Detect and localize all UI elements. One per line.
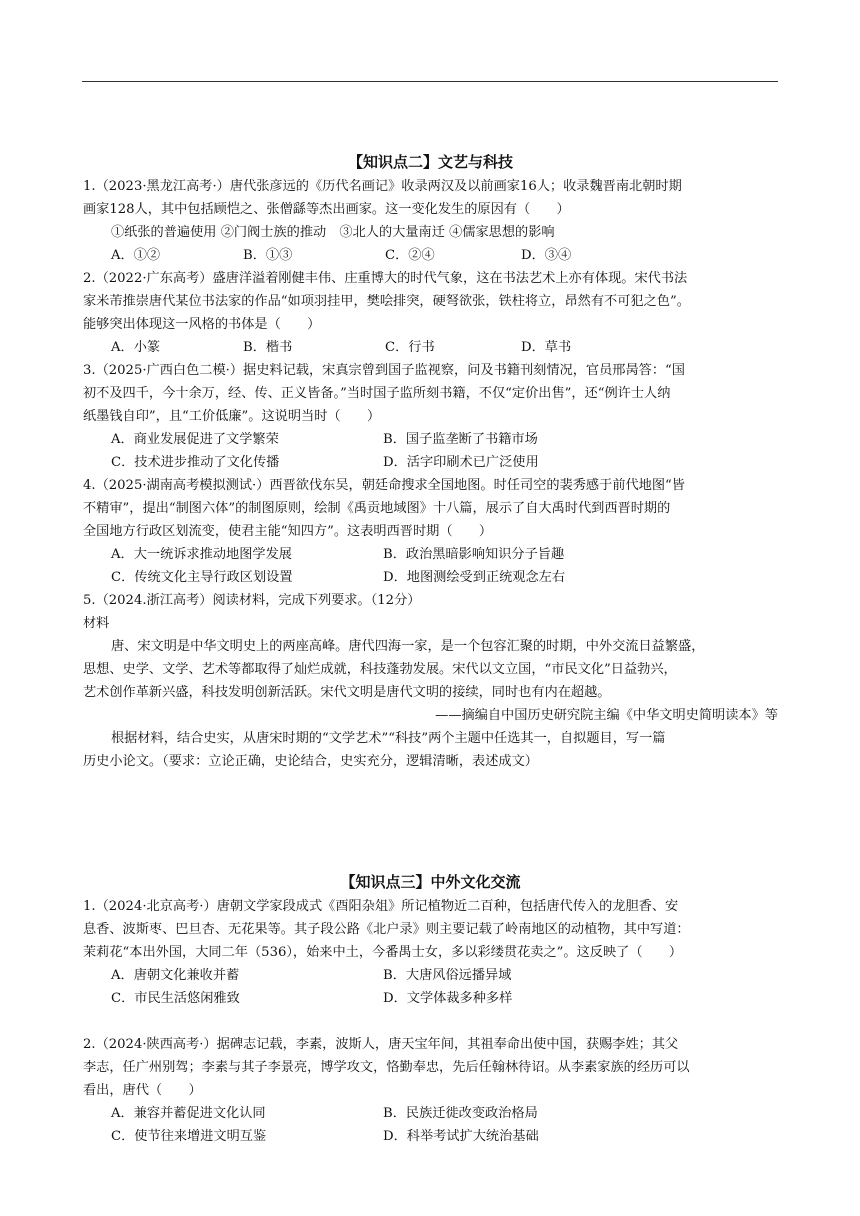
question-line: 能够突出体现这一风格的书体是（ ） bbox=[83, 317, 321, 332]
question-2-5 bbox=[83, 589, 778, 773]
answer-options bbox=[83, 451, 778, 474]
question-line: 李志，任广州别驾；李素与其子李景亮，博学攻文，恪勤奉忠，先后任翰林待诏。从李素家族的经历可以 bbox=[83, 1060, 690, 1075]
question-line: 2.（2022·广东高考）盛唐洋溢着刚健丰伟、庄重博大的时代气象，这在书法艺术上亦有体现。宋代书法 bbox=[83, 271, 688, 286]
material-line: 艺术创作革新兴盛，科技发明创新活跃。宋代文明是唐代文明的接续，同时也有内在超越。 bbox=[83, 685, 611, 700]
answer-options bbox=[83, 1125, 778, 1148]
option-b[interactable]: B．大唐风俗远播异域 bbox=[383, 968, 512, 983]
spacer bbox=[83, 773, 778, 870]
option-c[interactable]: C．②④ bbox=[385, 248, 435, 263]
answer-options bbox=[83, 543, 778, 566]
question-line: 全国地方行政区划流变，使君主能“知四方”。这表明西晋时期（ ） bbox=[83, 524, 493, 539]
answer-options bbox=[83, 428, 778, 451]
option-a[interactable]: A．小篆 bbox=[111, 340, 161, 355]
question-line: 息香、波斯枣、巴旦杏、无花果等。其子段公路《北户录》则主要记载了岭南地区的动植物，其中写道： bbox=[83, 922, 690, 937]
answer-options bbox=[83, 964, 778, 987]
option-b[interactable]: B．国子监垄断了书籍市场 bbox=[383, 432, 538, 447]
question-line: 3.（2025·广西白色二模·）据史料记载，宋真宗曾到国子监视察，问及书籍刊刻情况，官员邢昺答：“国 bbox=[83, 363, 685, 378]
option-b[interactable]: B．民族迁徙改变政治格局 bbox=[383, 1106, 538, 1121]
option-a[interactable]: A．兼容并蓄促进文化认同 bbox=[111, 1106, 266, 1121]
option-a[interactable]: A．大一统诉求推动地图学发展 bbox=[111, 547, 292, 562]
option-c[interactable]: C．传统文化主导行政区划设置 bbox=[111, 570, 293, 585]
answer-options bbox=[83, 1102, 778, 1125]
option-a[interactable]: A．唐朝文化兼收并蓄 bbox=[111, 968, 240, 983]
question-line: 1.（2024·北京高考·）唐朝文学家段成式《酉阳杂俎》所记植物近二百种，包括唐代传入的龙胆香、安 bbox=[83, 899, 679, 914]
task-line: 历史小论文。（要求：立论正确，史论结合，史实充分，逻辑清晰，表述成文） bbox=[83, 754, 538, 769]
material-line: 唐、宋文明是中华文明史上的两座高峰。唐代四海一家，是一个包容汇聚的时期，中外交流日益繁盛， bbox=[111, 639, 705, 654]
question-line: 看出，唐代（ ） bbox=[83, 1083, 202, 1098]
question-line: 纸墨钱自印”，且“工价低廉”。这说明当时（ ） bbox=[83, 409, 381, 424]
question-items: ①纸张的普遍使用 ②门阀士族的推动 ③北人的大量南迁 ④儒家思想的影响 bbox=[111, 225, 555, 240]
option-d[interactable]: D．③④ bbox=[521, 248, 572, 263]
question-line: 初不及四千，今十余万，经、传、正义皆备。”当时国子监所刻书籍，不仅“定价出售”，还“例许士人纳 bbox=[83, 386, 671, 401]
option-d[interactable]: D．活字印刷术已广泛使用 bbox=[383, 455, 539, 470]
question-2-3 bbox=[83, 359, 778, 474]
option-a[interactable]: A．①② bbox=[111, 248, 161, 263]
question-line: 2.（2024·陕西高考·）据碑志记载，李素，波斯人，唐天宝年间，其祖奉命出使中国，获赐李姓；其父 bbox=[83, 1037, 679, 1052]
option-c[interactable]: C．技术进步推动了文化传播 bbox=[111, 455, 280, 470]
option-b[interactable]: B．楷书 bbox=[243, 340, 293, 355]
question-line: 4.（2025·湖南高考模拟测试·）西晋欲伐东吴，朝廷命搜求全国地图。时任司空的裴秀感于前代地图“皆 bbox=[83, 478, 685, 493]
question-2-1 bbox=[83, 175, 778, 267]
option-c[interactable]: C．使节往来增进文明互鉴 bbox=[111, 1129, 267, 1144]
section-title-arts-tech: 【知识点二】文艺与科技 bbox=[347, 153, 513, 171]
question-line: 不精审”，提出“制图六体”的制图原则，绘制《禹贡地域图》十八篇，展示了自大禹时代到西晋时期的 bbox=[83, 501, 671, 516]
question-2-4 bbox=[83, 474, 778, 589]
section-title-cultural-exchange: 【知识点三】中外文化交流 bbox=[340, 873, 521, 891]
question-line: 茉莉花“本出外国，大同二年（536），始来中土，今番禺士女，多以彩缕贯花卖之”。这反映了（ ） bbox=[83, 945, 683, 960]
option-b[interactable]: B．政治黑暗影响知识分子旨趣 bbox=[383, 547, 565, 562]
option-c[interactable]: C．市民生活悠闲雅致 bbox=[111, 991, 240, 1006]
question-line: 1.（2023·黑龙江高考·）唐代张彦远的《历代名画记》收录两汉及以前画家16人；收录魏晋南北朝时期 bbox=[83, 179, 682, 194]
header-rule bbox=[82, 81, 778, 82]
question-2-2 bbox=[83, 267, 778, 359]
question-3-2 bbox=[83, 1033, 778, 1148]
option-a[interactable]: A．商业发展促进了文学繁荣 bbox=[111, 432, 279, 447]
material-label: 材料 bbox=[83, 616, 110, 631]
question-line: 家米芾推崇唐代某位书法家的作品“如项羽挂甲，樊哙排突，硬弩欲张，铁柱将立，昂然有不可犯之色”。 bbox=[83, 294, 690, 309]
document-body bbox=[83, 150, 778, 1148]
answer-options bbox=[83, 566, 778, 589]
option-d[interactable]: D．文学体裁多种多样 bbox=[383, 991, 513, 1006]
answer-options bbox=[83, 336, 778, 359]
option-d[interactable]: D．地图测绘受到正统观念左右 bbox=[383, 570, 566, 585]
material-source: ——摘编自中国历史研究院主编《中华文明史简明读本》等 bbox=[435, 708, 778, 723]
option-d[interactable]: D．草书 bbox=[521, 340, 572, 355]
option-b[interactable]: B．①③ bbox=[243, 248, 293, 263]
task-line: 根据材料，结合史实，从唐宋时期的“文学艺术”“科技”两个主题中任选其一，自拟题目，写一篇 bbox=[111, 731, 666, 746]
question-line: 画家128人，其中包括顾恺之、张僧繇等杰出画家。这一变化发生的原因有（ ） bbox=[83, 202, 570, 217]
spacer bbox=[83, 1010, 778, 1033]
answer-options bbox=[83, 244, 778, 267]
question-header: 5.（2024.浙江高考）阅读材料，完成下列要求。（12分） bbox=[83, 593, 421, 608]
answer-options bbox=[83, 987, 778, 1010]
material-line: 思想、史学、文学、艺术等都取得了灿烂成就，科技蓬勃发展。宋代以文立国，“市民文化”日益勃兴， bbox=[83, 662, 677, 677]
option-c[interactable]: C．行书 bbox=[385, 340, 435, 355]
option-d[interactable]: D．科举考试扩大统治基础 bbox=[383, 1129, 539, 1144]
question-3-1 bbox=[83, 895, 778, 1010]
